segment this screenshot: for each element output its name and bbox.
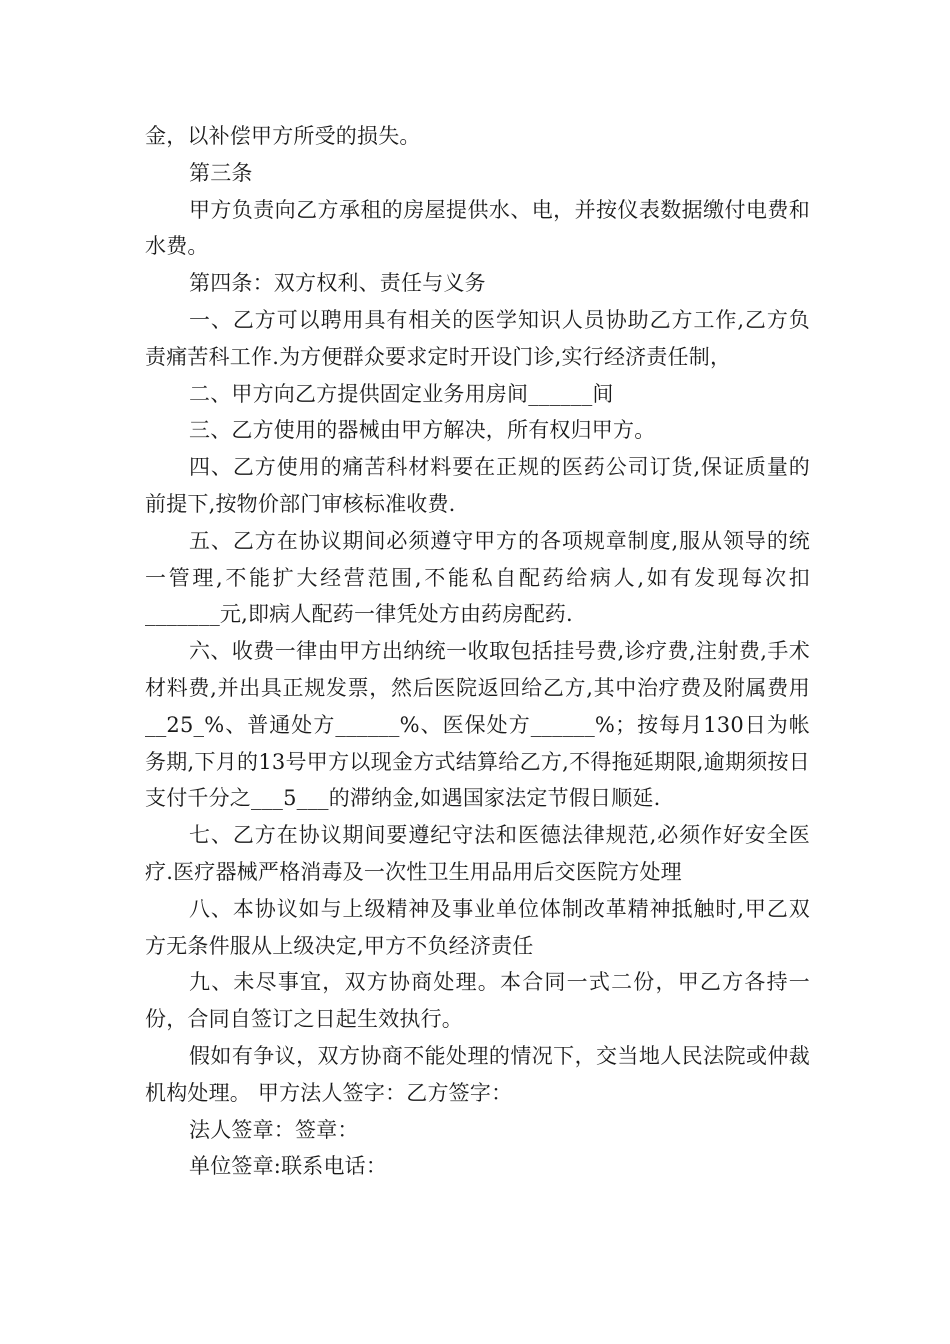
clause-nine: 九、未尽事宜，双方协商处理。本合同一式二份，甲乙方各持一份，合同自签订之日起生效执行。 xyxy=(145,970,810,1032)
clause-six: 六、收费一律由甲方出纳统一收取包括挂号费,诊疗费,注射费,手术材料费,并出具正规发票，然后医院返回给乙方,其中治疗费及附属费用__25_%、普通处方______%、医保处方______%；按每月130日为帐务期,下月的13号甲方以现金方式结算给乙方,不得拖延期限,逾期须按日支付千分之___5___的滞纳金,如遇国家法定节假日顺延. xyxy=(145,639,810,811)
dispute-and-signature-line: 假如有争议，双方协商不能处理的情况下，交当地人民法院或仲裁机构处理。 甲方法人签字：乙方签字： xyxy=(145,1043,810,1105)
clause-four: 四、乙方使用的痛苦科材料要在正规的医药公司订货,保证质量的前提下,按物价部门审核标准收费. xyxy=(145,455,810,516)
clause-one: 一、乙方可以聘用具有相关的医学知识人员协助乙方工作,乙方负责痛苦科工作.为方便群众要求定时开设门诊,实行经济责任制， xyxy=(145,307,810,369)
clause-two: 二、甲方向乙方提供固定业务用房间______间 xyxy=(189,381,614,406)
clause-three: 三、乙方使用的器械由甲方解决，所有权归甲方。 xyxy=(189,418,656,443)
clause-seven: 七、乙方在协议期间要遵纪守法和医德法律规范,必须作好安全医疗.医疗器械严格消毒及一次性卫生用品用后交医院方处理 xyxy=(145,823,810,884)
article-four-heading: 第四条：双方权利、责任与义务 xyxy=(189,271,486,296)
clause-eight: 八、本协议如与上级精神及事业单位体制改革精神抵触时,甲乙双方无条件服从上级决定,甲方不负经济责任 xyxy=(145,896,810,958)
legal-seal-line: 法人签章：签章： xyxy=(189,1117,359,1142)
contract-body xyxy=(145,118,810,1185)
article-three-heading: 第三条 xyxy=(189,160,253,185)
paragraph-utilities: 甲方负责向乙方承租的房屋提供水、电，并按仪表数据缴付电费和水费。 xyxy=(145,197,810,259)
paragraph-compensation-clause: 金，以补偿甲方所受的损失。 xyxy=(145,124,421,148)
clause-five: 五、乙方在协议期间必须遵守甲方的各项规章制度,服从领导的统一管理,不能扩大经营范围,不能私自配药给病人,如有发现每次扣_______元,即病人配药一律凭处方由药房配药. xyxy=(145,528,810,627)
unit-seal-phone-line: 单位签章:联系电话： xyxy=(189,1154,388,1179)
